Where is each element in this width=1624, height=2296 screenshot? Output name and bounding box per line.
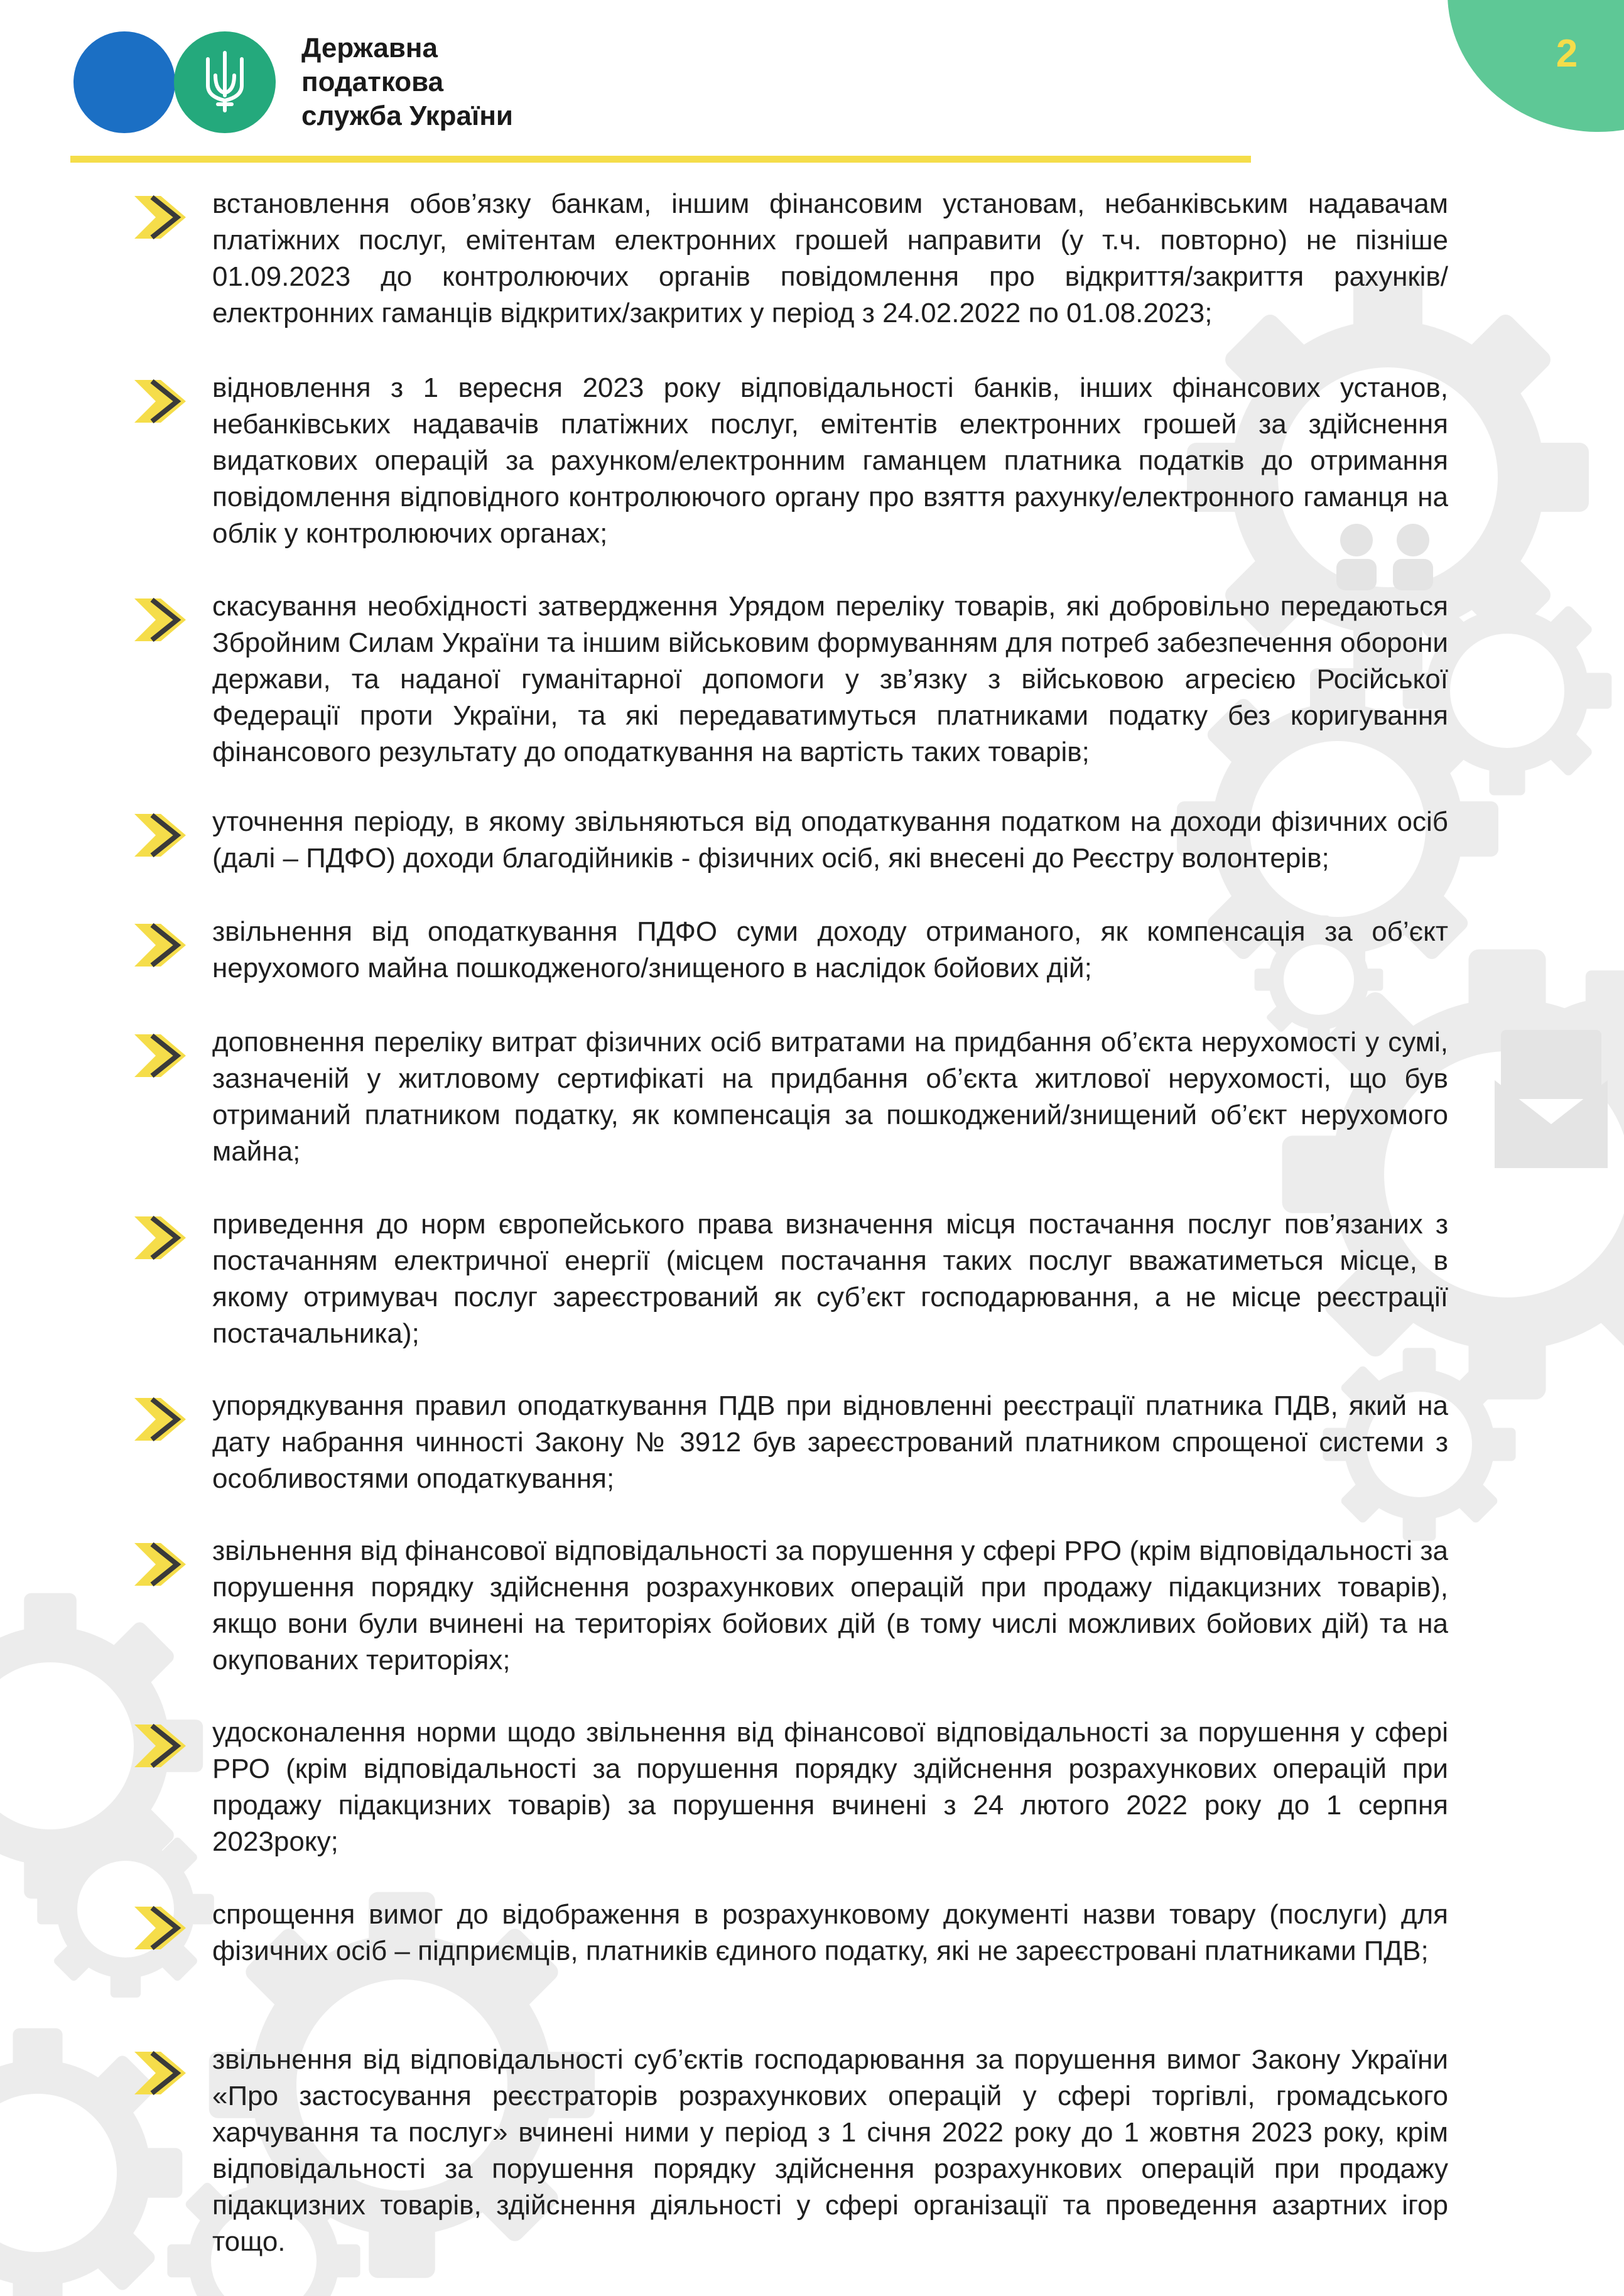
- list-item: [132, 804, 1448, 877]
- list-item-text: звільнення від фінансової відповідальності за порушення у сфері РРО (крім відповідальності за порушення порядку здійснення розрахункових операцій при продажу підакцизних товарів), якщо вони були вчинені на територіях бойових дій (в тому числі можливих бойових дій) та на окупованих територіях;: [212, 1535, 1448, 1676]
- chevron-bullet-icon: [132, 810, 188, 860]
- chevron-bullet-icon: [132, 920, 188, 970]
- organization-name-line-3: служба України: [301, 100, 513, 131]
- list-item-text: приведення до норм європейського права визначення місця постачання послуг пов’язаних з постачанням електричної енергії (місцем постачання таких послуг вважатиметься місце, в якому отримувач послуг зареєстрований як суб’єкт господарювання, а не місце реєстрації постачальника);: [212, 1209, 1448, 1349]
- list-item-text: звільнення від відповідальності суб’єктів господарювання за порушення вимог Закону України «Про застосування реєстраторів розрахункових операцій у сфері торгівлі, громадського харчування та послуг» вчинені ними у період з 1 січня 2022 року до 1 жовтня 2023 року, крім відповідальності за порушення порядку здійснення розрахункових операцій при продажу підакцизних товарів, здійснення діяльності у сфері організації та проведення азартних ігор тощо.: [212, 2044, 1448, 2257]
- chevron-bullet-icon: [132, 1031, 188, 1081]
- organization-name-line-2: податкова: [301, 67, 444, 97]
- list-item-text: звільнення від оподаткування ПДФО суми доходу отриманого, як компенсація за об’єкт нерухомого майна пошкодженого/знищеного в наслідок бойових дій;: [212, 916, 1448, 983]
- page-number: 2: [1556, 32, 1578, 75]
- chevron-bullet-icon: [132, 1903, 188, 1953]
- list-item: [132, 1206, 1448, 1352]
- list-item: [132, 2042, 1448, 2260]
- logo-blue-circle: [73, 31, 175, 133]
- list-item-text: уточнення періоду, в якому звільняються від оподаткування податком на доходи фізичних осіб (далі – ПДФО) доходи благодійників - фізичних осіб, які внесені до Реєстру волонтерів;: [212, 806, 1448, 874]
- list-item: [132, 186, 1448, 332]
- chevron-bullet-icon: [132, 1213, 188, 1263]
- list-item: [132, 370, 1448, 552]
- chevron-bullet-icon: [132, 376, 188, 426]
- list-item: [132, 1897, 1448, 1969]
- list-item-text: упорядкування правил оподаткування ПДВ при відновленні реєстрації платника ПДВ, який на дату набрання чинності Закону № 3912 був зареєстрований платником спрощеної системи з особливостями оподаткування;: [212, 1390, 1448, 1494]
- list-item: [132, 914, 1448, 987]
- organization-name: [301, 31, 513, 133]
- list-item: [132, 1388, 1448, 1497]
- chevron-bullet-icon: [132, 595, 188, 645]
- page-header: [0, 0, 1624, 170]
- chevron-bullet-icon: [132, 1539, 188, 1589]
- header-divider: [70, 156, 1251, 163]
- list-item: [132, 1024, 1448, 1170]
- list-item: [132, 588, 1448, 771]
- list-item-text: спрощення вимог до відображення в розрахунковому документі назви товару (послуги) для фізичних осіб – підприємців, платників єдиного податку, які не зареєстровані платниками ПДВ;: [212, 1899, 1448, 1966]
- list-item-text: скасування необхідності затвердження Урядом переліку товарів, які добровільно передаються Збройним Силам України та іншим військовим формуванням для потреб забезпечення оборони держави, та наданої гуманітарної допомоги у зв’язку з військовою агресією Російської Федерації проти України, та які передаватимуться платниками податку без коригування фінансового результату до оподаткування на вартість таких товарів;: [212, 591, 1448, 767]
- organization-name-line-1: Державна: [301, 33, 438, 63]
- chevron-bullet-icon: [132, 1721, 188, 1771]
- list-item: [132, 1533, 1448, 1679]
- page-corner-tab: [1448, 0, 1624, 132]
- list-item-text: удосконалення норми щодо звільнення від фінансової відповідальності за порушення у сфері РРО (крім відповідальності за порушення порядку здійснення розрахункових операцій при продажу підакцизних товарів) за порушення вчинені з 24 лютого 2022 року до 1 серпня 2023року;: [212, 1717, 1448, 1857]
- logo-green-circle: [174, 31, 276, 133]
- list-item-text: відновлення з 1 вересня 2023 року відповідальності банків, інших фінансових установ, небанківських надавачів платіжних послуг, емітентів електронних грошей за здійснення видаткових операцій за рахунком/електронним гаманцем платника податків до отримання повідомлення відповідного контролюючого органу про взяття рахунку/електронного гаманця на облік у контролюючих органах;: [212, 372, 1448, 549]
- list-item: [132, 1714, 1448, 1860]
- chevron-bullet-icon: [132, 192, 188, 242]
- chevron-bullet-icon: [132, 2048, 188, 2098]
- list-item-text: доповнення переліку витрат фізичних осіб витратами на придбання об’єкта нерухомості у сумі, зазначеній у житловому сертифікаті на придбання об’єкта житлової нерухомості, що був отриманий платником податку, як компенсація за пошкоджений/знищений об’єкт нерухомого майна;: [212, 1027, 1448, 1167]
- chevron-bullet-icon: [132, 1394, 188, 1444]
- trident-emblem-icon: [203, 50, 247, 113]
- list-item-text: встановлення обов’язку банкам, іншим фінансовим установам, небанківським надавачам платіжних послуг, емітентам електронних грошей направити (у т.ч. повторно) не пізніше 01.09.2023 до контролюючих органів повідомлення про відкриття/закриття рахунків/ електронних гаманців відкритих/закритих у період з 24.02.2022 по 01.08.2023;: [212, 188, 1448, 328]
